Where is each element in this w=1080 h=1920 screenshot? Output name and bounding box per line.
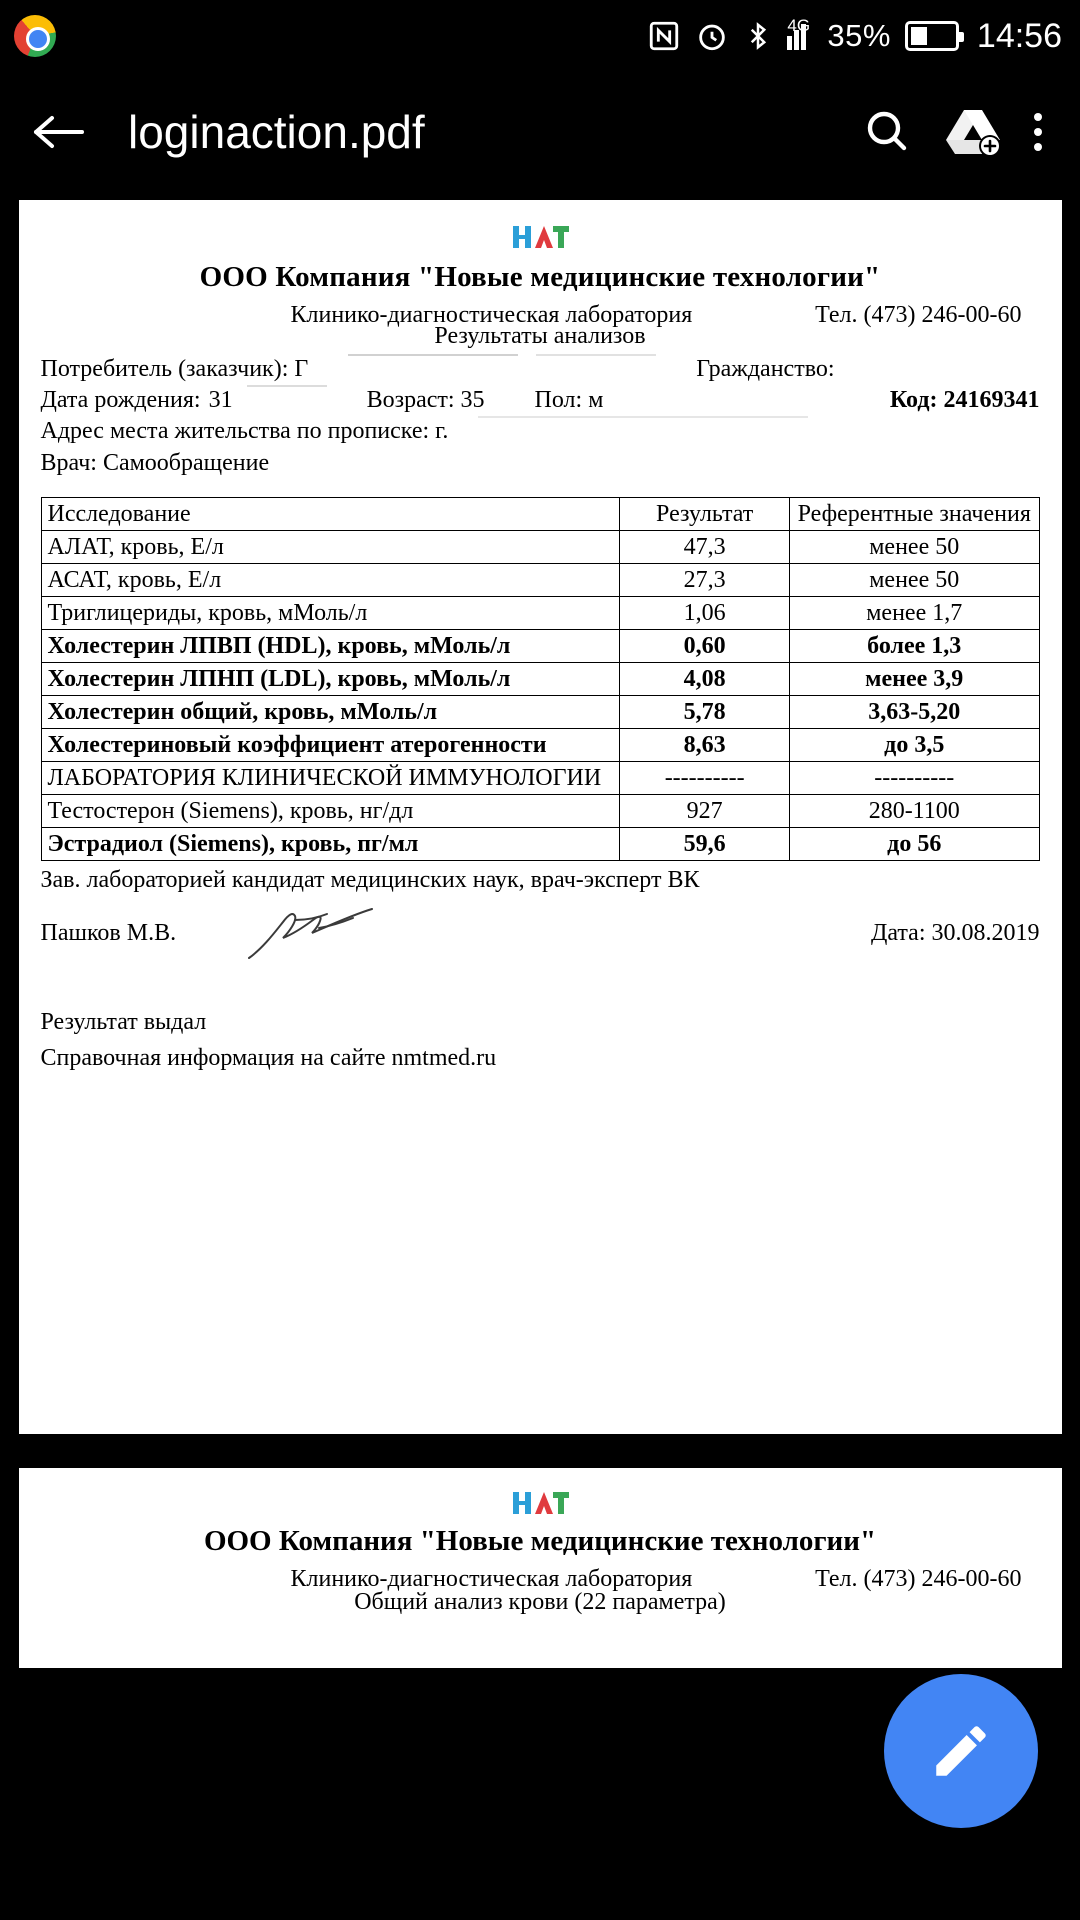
pdf-viewer[interactable]	[0, 192, 1080, 1920]
table-row	[41, 629, 1039, 662]
table-row	[41, 827, 1039, 860]
cell-reference: менее 1,7	[789, 596, 1039, 629]
table-row	[41, 761, 1039, 794]
chief-line: Зав. лабораторией кандидат медицинских наук, врач-эксперт ВК	[40, 866, 700, 893]
cell-result: 27,3	[620, 563, 790, 596]
signal-strength-icon	[787, 16, 813, 50]
table-row	[41, 596, 1039, 629]
cell-result: 0,60	[620, 629, 790, 662]
status-bar-left	[0, 15, 56, 57]
cell-result: ----------	[620, 761, 790, 794]
cell-result: 927	[620, 794, 790, 827]
column-header-study: Исследование	[41, 497, 620, 530]
signer-name: Пашков М.В.	[40, 919, 177, 946]
network-type-label: 4G	[787, 16, 811, 35]
search-icon[interactable]	[862, 106, 910, 159]
sex-label: Пол: м	[534, 387, 604, 414]
cell-reference: менее 3,9	[789, 662, 1039, 695]
battery-percent-label: 35%	[827, 18, 891, 53]
meta-row-address	[41, 416, 1040, 447]
cell-result: 5,78	[620, 695, 790, 728]
cell-reference: до 56	[789, 827, 1039, 860]
cell-study: Холестериновый коэффициент атерогенности	[41, 728, 620, 761]
meta-row-doctor	[41, 448, 1040, 479]
document-company-title: ООО Компания "Новые медицинские технологии"	[199, 261, 881, 293]
table-row	[41, 530, 1039, 563]
cell-study: Холестерин ЛПНП (LDL), кровь, мМоль/л	[41, 662, 620, 695]
doctor-label: Врач: Самообращение	[40, 449, 270, 476]
meta-row-birth	[41, 385, 1040, 416]
lab-results-table	[41, 497, 1040, 861]
nmt-logo-icon-page2	[41, 1490, 1040, 1521]
cell-result: 59,6	[620, 827, 790, 860]
cell-reference: более 1,3	[789, 629, 1039, 662]
cell-reference: менее 50	[789, 563, 1039, 596]
cell-result: 1,06	[620, 596, 790, 629]
handwritten-signature	[241, 906, 421, 975]
more-vertical-icon[interactable]	[1034, 113, 1042, 151]
cell-study: Эстрадиол (Siemens), кровь, пг/мл	[41, 827, 620, 860]
app-bar	[0, 72, 1080, 192]
alarm-icon	[695, 19, 729, 53]
lab-results-body	[41, 530, 1039, 860]
cell-result: 47,3	[620, 530, 790, 563]
patient-meta	[41, 354, 1040, 479]
page2-company-title: ООО Компания "Новые медицинские технологии"	[203, 1525, 877, 1557]
page-title: loginaction.pdf	[128, 106, 425, 158]
column-header-reference: Референтные значения	[789, 497, 1039, 530]
column-header-result: Результат	[620, 497, 790, 530]
edit-pencil-icon	[928, 1718, 994, 1784]
signature-row	[41, 920, 1040, 980]
status-bar	[0, 0, 1080, 72]
cell-reference: менее 50	[789, 530, 1039, 563]
issued-by-line: Результат выдал	[40, 1008, 207, 1035]
cell-study: Тестостерон (Siemens), кровь, нг/дл	[41, 794, 620, 827]
page2-results-title: Общий анализ крови (22 параметра)	[354, 1589, 726, 1615]
table-row	[41, 794, 1039, 827]
drive-add-icon[interactable]	[944, 106, 1000, 158]
results-title: Результаты анализов	[434, 323, 646, 349]
table-row	[41, 728, 1039, 761]
edit-fab-button[interactable]	[884, 1674, 1038, 1828]
report-date: Дата: 30.08.2019	[870, 919, 1040, 946]
age-label: Возраст: 35	[366, 387, 485, 414]
cell-study: АЛАТ, кровь, Е/л	[41, 530, 620, 563]
consumer-label: Потребитель (заказчик):	[40, 356, 289, 382]
page2-lab-line: Клинико-диагностическая лаборатория	[290, 1566, 693, 1592]
cell-reference: до 3,5	[789, 728, 1039, 761]
cell-reference: 3,63-5,20	[789, 695, 1039, 728]
reference-info-line: Справочная информация на сайте nmtmed.ru	[40, 1045, 497, 1072]
table-row	[41, 563, 1039, 596]
cell-result: 4,08	[620, 662, 790, 695]
app-bar-actions	[862, 106, 1080, 159]
table-row	[41, 662, 1039, 695]
bluetooth-icon	[743, 19, 773, 53]
birth-value: 31	[208, 387, 233, 414]
pdf-page-2	[19, 1468, 1062, 1668]
cell-study: Холестерин ЛПВП (HDL), кровь, мМоль/л	[41, 629, 620, 662]
citizenship-label: Гражданство:	[696, 356, 835, 382]
cell-reference: 280-1100	[789, 794, 1039, 827]
cell-result: 8,63	[620, 728, 790, 761]
cell-study: Триглицериды, кровь, мМоль/л	[41, 596, 620, 629]
chrome-icon	[14, 15, 56, 57]
cell-study: Холестерин общий, кровь, мМоль/л	[41, 695, 620, 728]
consumer-value: Г	[294, 356, 309, 382]
cell-study: ЛАБОРАТОРИЯ КЛИНИЧЕСКОЙ ИММУНОЛОГИИ	[41, 761, 620, 794]
meta-row-consumer	[41, 354, 1040, 385]
birth-label: Дата рождения:	[40, 387, 201, 414]
nfc-icon	[647, 19, 681, 53]
pdf-page-1	[19, 200, 1062, 1434]
clock-label: 14:56	[976, 16, 1062, 55]
nmt-logo-icon	[41, 224, 1040, 255]
phone-line: Тел. (473) 246-00-60	[815, 302, 1022, 328]
battery-icon	[905, 21, 959, 51]
table-header-row	[41, 497, 1039, 530]
table-row	[41, 695, 1039, 728]
cell-study: АСАТ, кровь, Е/л	[41, 563, 620, 596]
page2-phone-line: Тел. (473) 246-00-60	[815, 1566, 1022, 1592]
back-arrow-icon[interactable]	[10, 112, 106, 152]
cell-reference: ----------	[789, 761, 1039, 794]
lab-line: Клинико-диагностическая лаборатория	[290, 302, 693, 328]
address-label: Адрес места жительства по прописке: г.	[40, 418, 449, 445]
status-bar-right	[647, 17, 1080, 56]
code-label: Код: 24169341	[889, 387, 1040, 414]
